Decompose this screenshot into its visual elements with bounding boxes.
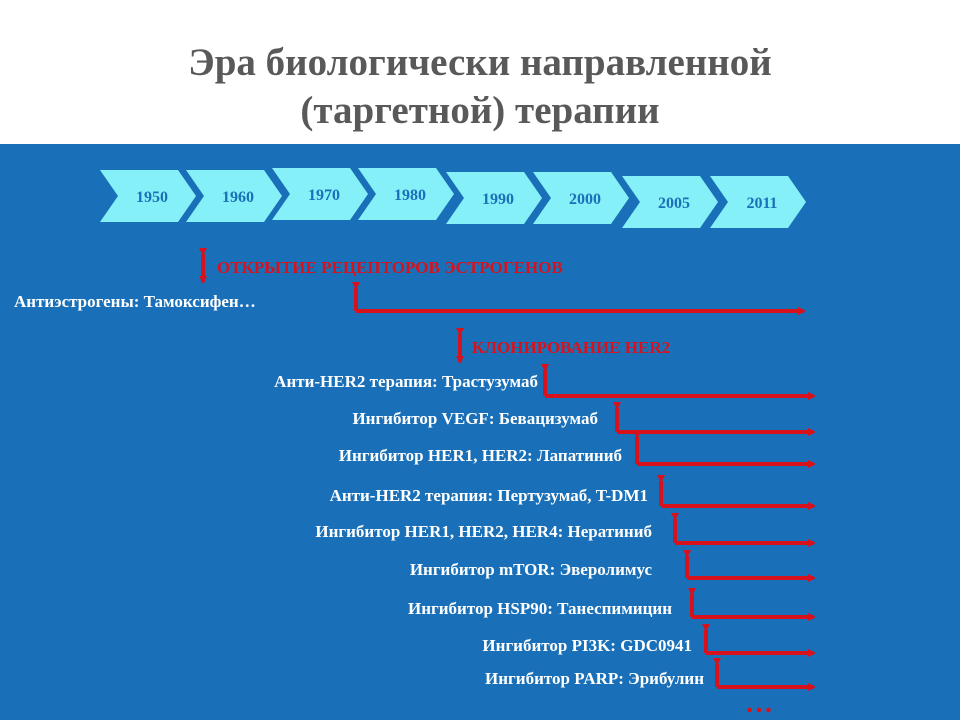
year-label-1980: 1980 — [394, 187, 426, 204]
therapy-label-tanespimycin: Ингибитор HSP90: Танеспимицин — [408, 599, 672, 618]
therapy-label-everolimus: Ингибитор mTOR: Эверолимус — [409, 560, 652, 579]
year-label-1950: 1950 — [136, 189, 168, 206]
therapy-label-neratinib: Ингибитор HER1, HER2, HER4: Нератиниб — [315, 522, 652, 541]
therapy-label-bevacizumab: Ингибитор VEGF: Бевацизумаб — [352, 409, 598, 428]
year-label-2011: 2011 — [746, 195, 778, 212]
year-label-2000: 2000 — [569, 191, 601, 208]
year-chevron-row — [100, 168, 806, 228]
year-label-1960: 1960 — [222, 189, 254, 206]
therapy-label-tamoxifen: Антиэстрогены: Тамоксифен… — [14, 292, 256, 311]
year-label-1990: 1990 — [482, 191, 514, 208]
therapy-label-pertuzumab-tdm1: Анти-HER2 терапия: Пертузумаб, T-DM1 — [329, 486, 648, 505]
continuation-ellipsis: … — [745, 688, 775, 719]
therapy-label-lapatinib: Ингибитор HER1, HER2: Лапатиниб — [338, 446, 622, 465]
title-line-1: Эра биологически направленной — [188, 41, 772, 84]
milestone-estrogen-receptors: ОТКРЫТИЕ РЕЦЕПТОРОВ ЭСТРОГЕНОВ — [217, 258, 563, 277]
therapy-arrows — [203, 254, 814, 687]
title-line-2: (таргетной) терапии — [300, 89, 660, 132]
year-label-1970: 1970 — [308, 187, 340, 204]
therapy-label-trastuzumab: Анти-HER2 терапия: Трастузумаб — [274, 372, 538, 391]
year-label-2005: 2005 — [658, 195, 690, 212]
therapy-label-gdc0941: Ингибитор PI3K: GDC0941 — [482, 636, 692, 655]
milestone-her2-cloning: КЛОНИРОВАНИЕ HER2 — [472, 338, 671, 357]
therapy-label-eribulin: Ингибитор PARP: Эрибулин — [485, 669, 704, 688]
